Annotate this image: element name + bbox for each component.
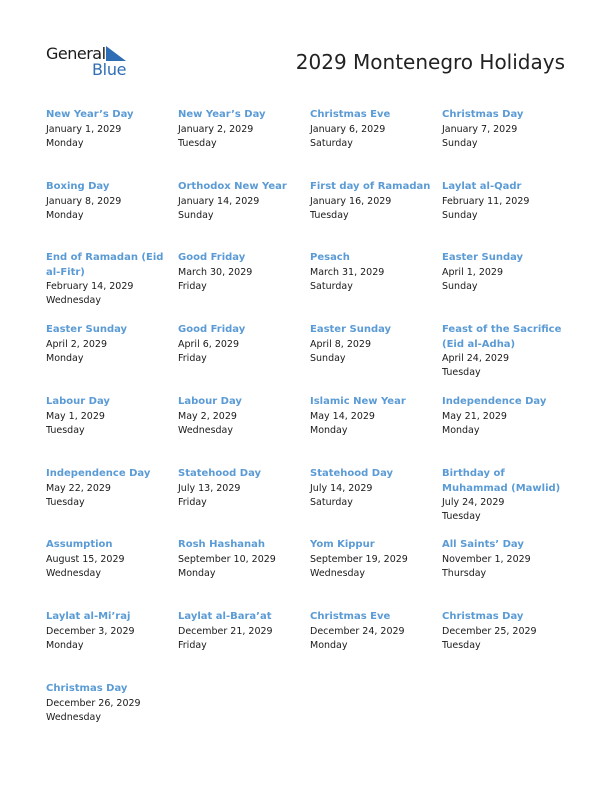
holiday-date: April 8, 2029 <box>310 338 371 350</box>
holiday-weekday: Wednesday <box>178 424 234 436</box>
holiday-weekday: Monday <box>310 424 348 436</box>
holiday-entry <box>310 251 438 294</box>
holiday-name: Good Friday <box>178 324 246 335</box>
holiday-date: April 1, 2029 <box>442 266 503 278</box>
holiday-weekday: Tuesday <box>442 639 481 651</box>
page-title: 2029 Montenegro Holidays <box>295 50 565 74</box>
holiday-name: Christmas Eve <box>310 109 391 120</box>
holiday-date: April 24, 2029 <box>442 353 510 364</box>
holiday-entry <box>178 395 306 438</box>
holiday-name: Laylat al-Qadr <box>442 181 522 192</box>
holiday-entry <box>46 108 174 151</box>
holiday-weekday: Sunday <box>178 209 214 221</box>
holiday-entry <box>178 323 306 366</box>
holiday-weekday: Monday <box>310 639 348 651</box>
holiday-name: Rosh Hashanah <box>178 539 266 550</box>
holiday-date: March 30, 2029 <box>178 266 253 278</box>
holiday-weekday: Wednesday <box>46 295 102 306</box>
holiday-name: Boxing Day <box>46 181 110 192</box>
holiday-entry <box>442 395 570 438</box>
holiday-entry <box>310 467 438 510</box>
holiday-entry <box>46 682 174 725</box>
holiday-weekday: Wednesday <box>310 567 366 579</box>
holiday-name: New Year’s Day <box>46 109 134 120</box>
holiday-date: January 14, 2029 <box>178 195 260 207</box>
holiday-date: January 7, 2029 <box>442 123 518 135</box>
logo-flag-icon <box>106 46 126 61</box>
holiday-name: Orthodox New Year <box>178 181 287 192</box>
holiday-weekday: Tuesday <box>442 511 481 522</box>
holiday-name: Easter Sunday <box>310 324 392 335</box>
holiday-date: March 31, 2029 <box>310 266 385 278</box>
holiday-weekday: Saturday <box>310 280 353 292</box>
holiday-weekday: Monday <box>178 567 216 579</box>
holiday-weekday: Tuesday <box>46 424 85 436</box>
holiday-entry <box>46 395 174 438</box>
holiday-date: July 13, 2029 <box>178 482 241 494</box>
holiday-entry <box>46 251 174 308</box>
holiday-date: December 25, 2029 <box>442 625 537 637</box>
holiday-entry <box>442 180 570 223</box>
holiday-name: Feast of the Sacrifice (Eid al-Adha) <box>442 324 562 350</box>
holiday-weekday: Tuesday <box>46 496 85 508</box>
holiday-date: February 14, 2029 <box>46 281 134 292</box>
holiday-entry <box>442 610 570 653</box>
holiday-weekday: Saturday <box>310 496 353 508</box>
holiday-name: First day of Ramadan <box>310 181 431 192</box>
holiday-entry <box>442 538 570 581</box>
holiday-date: May 2, 2029 <box>178 410 237 422</box>
holiday-entry <box>310 323 438 366</box>
holiday-weekday: Tuesday <box>178 137 217 149</box>
holiday-date: May 14, 2029 <box>310 410 375 422</box>
holiday-name: Christmas Day <box>442 109 524 120</box>
holiday-weekday: Saturday <box>310 137 353 149</box>
holiday-weekday: Sunday <box>442 137 478 149</box>
holiday-name: Christmas Day <box>442 611 524 622</box>
holiday-date: December 24, 2029 <box>310 625 405 637</box>
holiday-entry <box>46 323 174 366</box>
holiday-weekday: Sunday <box>442 280 478 292</box>
holiday-weekday: Friday <box>178 352 207 364</box>
holiday-entry <box>442 323 570 380</box>
holiday-name: Islamic New Year <box>310 396 406 407</box>
holiday-weekday: Monday <box>46 209 84 221</box>
holiday-weekday: Friday <box>178 496 207 508</box>
holiday-date: December 3, 2029 <box>46 625 135 637</box>
holiday-entry <box>310 108 438 151</box>
holiday-name: Statehood Day <box>310 468 394 479</box>
holiday-entry <box>178 610 306 653</box>
holiday-entry <box>178 108 306 151</box>
holiday-name: Easter Sunday <box>46 324 128 335</box>
holiday-name: Independence Day <box>46 468 151 479</box>
holiday-entry <box>46 467 174 510</box>
holiday-entry <box>442 108 570 151</box>
holiday-date: December 21, 2029 <box>178 625 273 637</box>
holiday-date: September 19, 2029 <box>310 553 408 565</box>
holiday-name: Labour Day <box>178 396 242 407</box>
holiday-weekday: Sunday <box>310 352 346 364</box>
holiday-weekday: Tuesday <box>442 367 481 378</box>
holiday-weekday: Monday <box>46 352 84 364</box>
logo-word-general: General <box>46 44 106 63</box>
holiday-weekday: Tuesday <box>310 209 349 221</box>
holiday-name: End of Ramadan (Eid al-Fitr) <box>46 252 164 278</box>
holiday-entry <box>310 610 438 653</box>
holiday-entry <box>310 395 438 438</box>
holiday-entry <box>46 180 174 223</box>
holiday-entry <box>46 538 174 581</box>
holiday-weekday: Monday <box>46 639 84 651</box>
holiday-name: Statehood Day <box>178 468 262 479</box>
holiday-name: All Saints’ Day <box>442 539 524 550</box>
holiday-entry <box>442 251 570 294</box>
holiday-name: Pesach <box>310 252 350 263</box>
holiday-date: May 21, 2029 <box>442 410 507 422</box>
holiday-entry <box>178 180 306 223</box>
holiday-entry <box>310 538 438 581</box>
holiday-date: May 22, 2029 <box>46 482 111 494</box>
holiday-entry <box>310 180 438 223</box>
holiday-name: Easter Sunday <box>442 252 524 263</box>
holiday-date: August 15, 2029 <box>46 553 125 565</box>
holiday-entry <box>46 610 174 653</box>
holiday-name: Independence Day <box>442 396 547 407</box>
holiday-date: November 1, 2029 <box>442 553 531 565</box>
holiday-date: January 1, 2029 <box>46 123 122 135</box>
holiday-name: New Year’s Day <box>178 109 266 120</box>
holiday-weekday: Sunday <box>442 209 478 221</box>
holiday-name: Christmas Day <box>46 683 128 694</box>
holiday-date: January 16, 2029 <box>310 195 392 207</box>
holiday-weekday: Thursday <box>442 567 487 579</box>
holiday-name: Christmas Eve <box>310 611 391 622</box>
holiday-weekday: Friday <box>178 280 207 292</box>
holiday-date: July 14, 2029 <box>310 482 373 494</box>
holiday-name: Assumption <box>46 539 113 550</box>
holiday-weekday: Friday <box>178 639 207 651</box>
holiday-date: July 24, 2029 <box>442 497 505 508</box>
holiday-date: January 8, 2029 <box>46 195 122 207</box>
holiday-entry <box>178 467 306 510</box>
holiday-date: December 26, 2029 <box>46 697 141 709</box>
holiday-name: Yom Kippur <box>310 539 375 550</box>
logo <box>46 44 136 80</box>
holiday-date: January 2, 2029 <box>178 123 254 135</box>
holiday-name: Good Friday <box>178 252 246 263</box>
holiday-date: February 11, 2029 <box>442 195 530 207</box>
holiday-weekday: Monday <box>46 137 84 149</box>
holiday-name: Birthday of Muhammad (Mawlid) <box>442 468 561 494</box>
holiday-entry <box>178 538 306 581</box>
holiday-weekday: Monday <box>442 424 480 436</box>
holiday-date: September 10, 2029 <box>178 553 276 565</box>
holiday-name: Labour Day <box>46 396 110 407</box>
logo-word-blue: Blue <box>92 60 127 79</box>
holiday-name: Laylat al-Bara’at <box>178 611 272 622</box>
holiday-entry <box>442 467 570 524</box>
holiday-date: April 2, 2029 <box>46 338 107 350</box>
holiday-date: January 6, 2029 <box>310 123 386 135</box>
holiday-date: April 6, 2029 <box>178 338 239 350</box>
holiday-name: Laylat al-Mi’raj <box>46 611 131 622</box>
holiday-entry <box>178 251 306 294</box>
holiday-weekday: Wednesday <box>46 567 102 579</box>
holiday-weekday: Wednesday <box>46 711 102 723</box>
holiday-date: May 1, 2029 <box>46 410 105 422</box>
